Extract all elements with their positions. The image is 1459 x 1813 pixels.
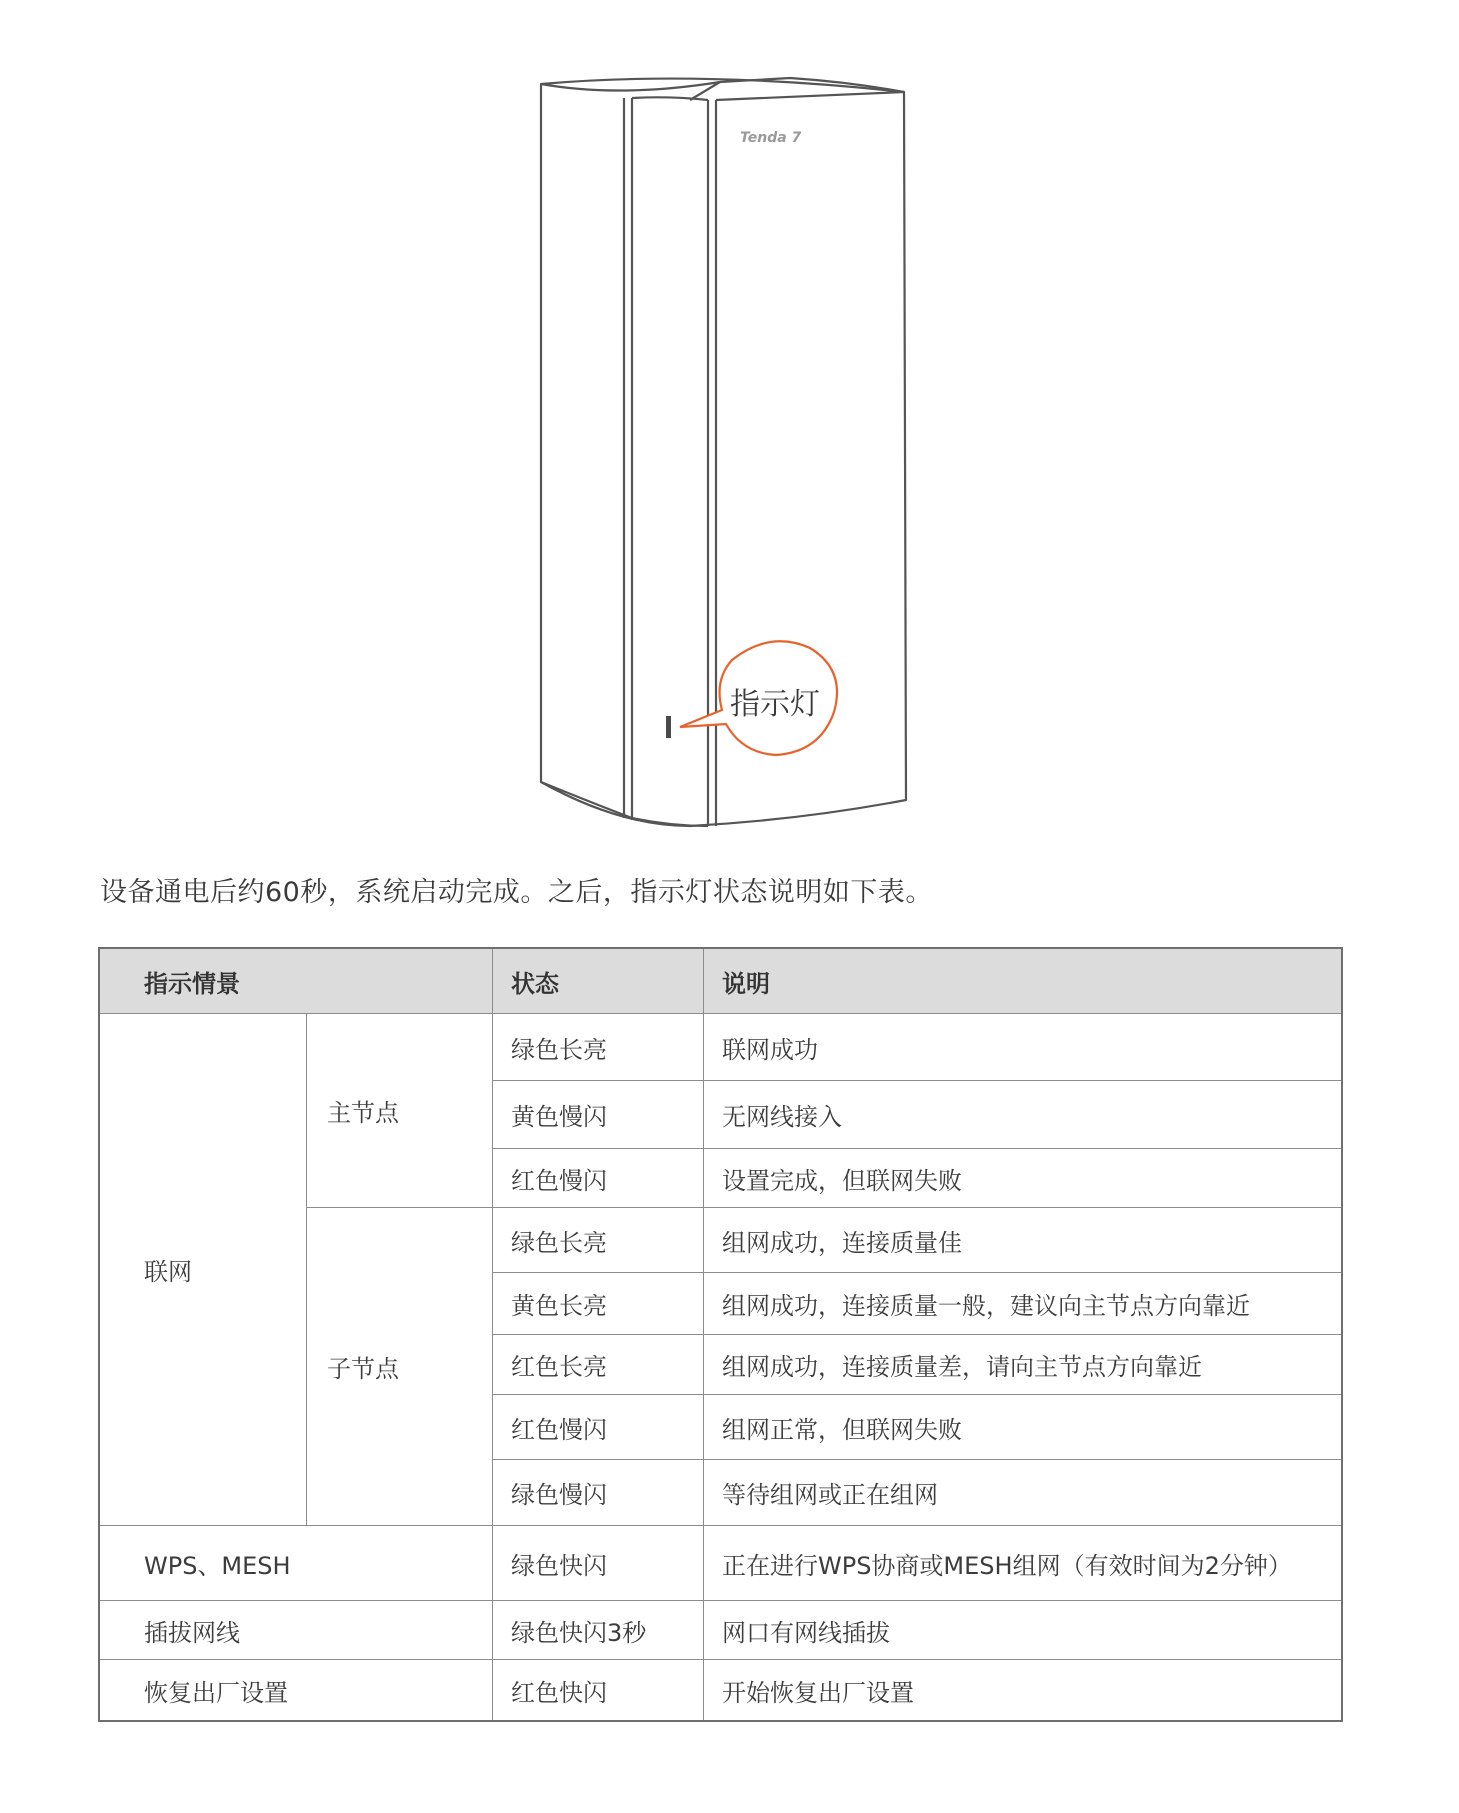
status-cell: 绿色慢闪: [493, 1460, 704, 1526]
desc-cell: 联网成功: [704, 1014, 1342, 1081]
desc-cell: 组网成功，连接质量佳: [704, 1208, 1342, 1273]
header-status: 状态: [493, 949, 704, 1014]
desc-cell: 组网成功，连接质量差，请向主节点方向靠近: [704, 1335, 1342, 1395]
desc-cell: 开始恢复出厂设置: [704, 1660, 1342, 1721]
callout-label: 指示灯: [730, 687, 820, 722]
scene-cell: 插拔网线: [100, 1601, 493, 1660]
desc-cell: 组网成功，连接质量一般，建议向主节点方向靠近: [704, 1273, 1342, 1335]
led-indicator-icon: [666, 716, 671, 738]
scene-cell: WPS、MESH: [100, 1526, 493, 1601]
router-illustration: [0, 0, 1459, 850]
table-header-row: [100, 949, 1342, 1014]
status-cell: 绿色快闪3秒: [493, 1601, 704, 1660]
scene-cell: 恢复出厂设置: [100, 1660, 493, 1721]
scene-network: 联网: [100, 1014, 307, 1526]
status-cell: 红色慢闪: [493, 1149, 704, 1208]
led-status-table: [99, 948, 1342, 1721]
header-scene: 指示情景: [100, 949, 493, 1014]
table-row: [100, 1526, 1342, 1601]
table-row: [100, 1014, 1342, 1081]
brand-logo: Tenda 7: [740, 130, 802, 146]
header-description: 说明: [704, 949, 1342, 1014]
table-row: [100, 1601, 1342, 1660]
desc-cell: 设置完成，但联网失败: [704, 1149, 1342, 1208]
desc-cell: 网口有网线插拔: [704, 1601, 1342, 1660]
desc-cell: 组网正常，但联网失败: [704, 1395, 1342, 1460]
status-cell: 红色快闪: [493, 1660, 704, 1721]
status-cell: 黄色慢闪: [493, 1081, 704, 1149]
status-cell: 绿色长亮: [493, 1208, 704, 1273]
desc-cell: 等待组网或正在组网: [704, 1460, 1342, 1526]
desc-cell: 无网线接入: [704, 1081, 1342, 1149]
status-cell: 红色长亮: [493, 1335, 704, 1395]
node-master: 主节点: [307, 1014, 493, 1208]
status-cell: 黄色长亮: [493, 1273, 704, 1335]
status-cell: 绿色快闪: [493, 1526, 704, 1601]
intro-text: 设备通电后约60秒，系统启动完成。之后，指示灯状态说明如下表。: [100, 877, 933, 908]
desc-cell: 正在进行WPS协商或MESH组网（有效时间为2分钟）: [704, 1526, 1342, 1601]
node-child: 子节点: [307, 1208, 493, 1526]
status-cell: 红色慢闪: [493, 1395, 704, 1460]
table-row: [100, 1660, 1342, 1721]
status-cell: 绿色长亮: [493, 1014, 704, 1081]
